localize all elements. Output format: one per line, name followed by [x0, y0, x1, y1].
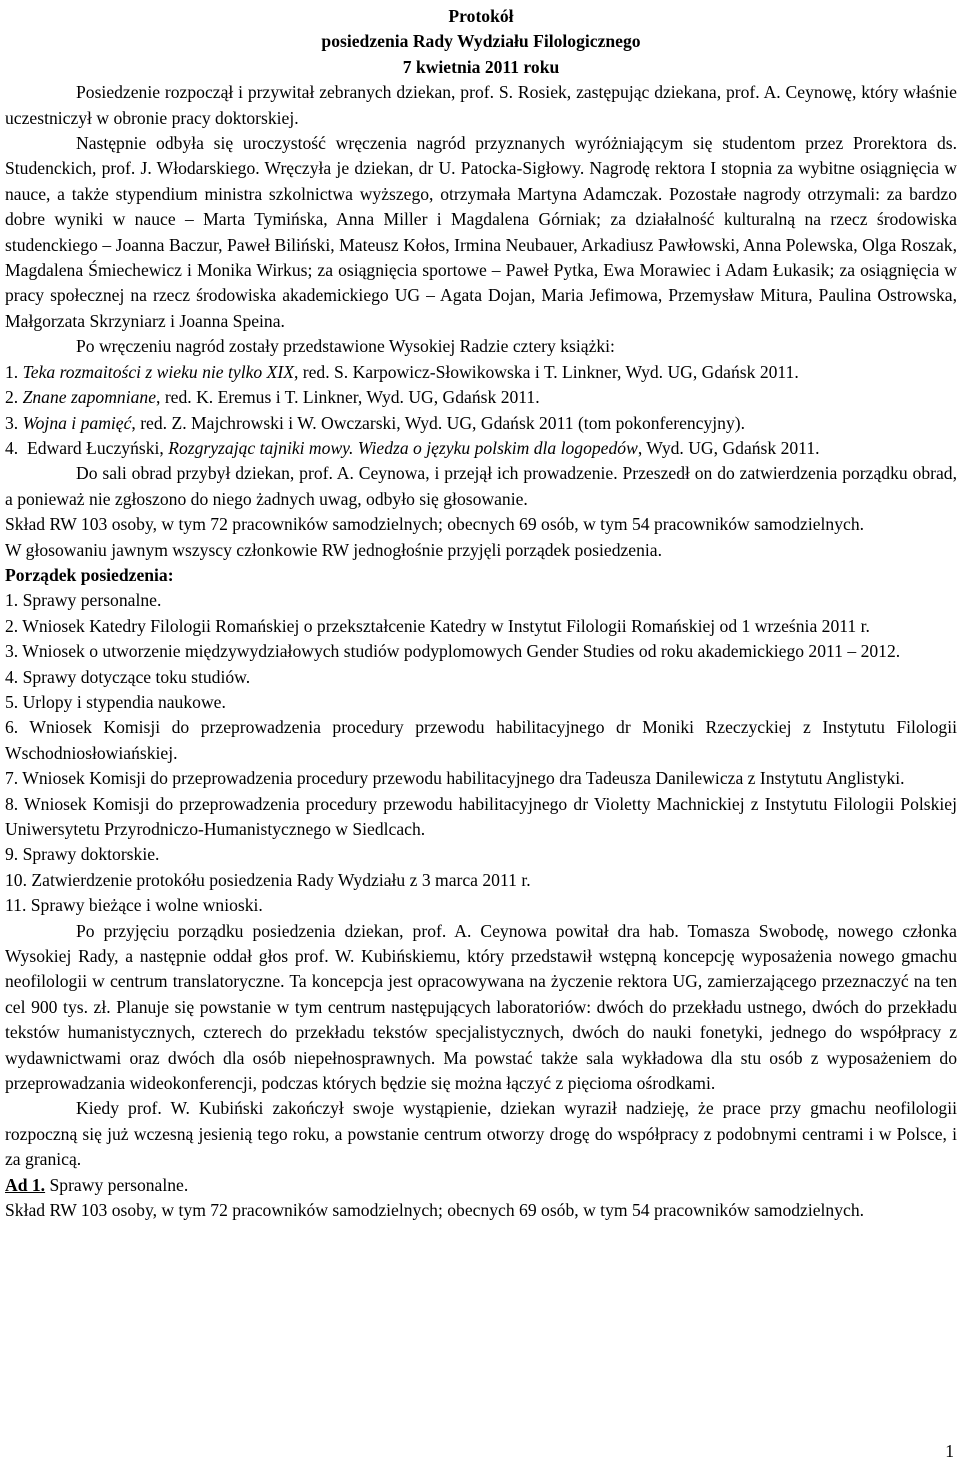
book-item: 3. Wojna i pamięć, red. Z. Majchrowski i W. Owczarski, Wyd. UG, Gdańsk 2011 (tom pokonferencyjny). — [5, 412, 746, 433]
agenda-item: 5. Urlopy i stypendia naukowe. — [5, 691, 226, 712]
agenda-item: 11. Sprawy bieżące i wolne wnioski. — [5, 895, 263, 916]
agenda-item: 2. Wniosek Katedry Filologii Romańskiej o przekształcenie Katedry w Instytut Filologii Romańskiej od 1 września 2011 r. — [5, 615, 870, 636]
page-number: 1 — [945, 1441, 954, 1461]
agenda-item: 9. Sprawy doktorskie. — [5, 844, 160, 865]
intro-paragraph-1: Posiedzenie rozpoczął i przywitał zebranych dziekan, prof. S. Rosiek, zastępując dziekana, prof. A. Ceynowę, który właśnie uczestniczył w obronie pracy doktorskiej. — [5, 82, 957, 128]
book-item: 4. Edward Łuczyński, Rozgryzając tajniki mowy. Wiedza o języku polskim dla logopedów, Wyd. UG, Gdańsk 2011. — [5, 437, 820, 458]
doc-date: 7 kwietnia 2011 roku — [402, 56, 560, 77]
book-title: Rozgryzając tajniki mowy. Wiedza o języku polskim dla logopedów — [168, 437, 638, 458]
book-title: Teka rozmaitości z wieku nie tylko XIX — [22, 361, 294, 382]
after-paragraph-2: Kiedy prof. W. Kubiński zakończył swoje wystąpienie, dziekan wyraził nadzieję, że prace przy gmachu neofilologii rozpoczną się już wczesną jesienią tego roku, a powstanie centrum otworzy drogę do współpracy z podobnymi centrami i w Polsce, i za granicą. — [5, 1098, 957, 1170]
session-paragraph-2: Skład RW 103 osoby, w tym 72 pracowników samodzielnych; obecnych 69 osób, w tym 54 pracowników samodzielnych. — [5, 514, 865, 535]
agenda-item: 3. Wniosek o utworzenie międzywydziałowych studiów podyplomowych Gender Studies od roku akademickiego 2011 – 2012. — [5, 641, 901, 662]
session-paragraph-1: Do sali obrad przybył dziekan, prof. A. Ceynowa, i przejął ich prowadzenie. Przeszedł on do zatwierdzenia porządku obrad, a ponieważ nie zgłoszono do niego żadnych uwag, odbyło się głosowanie. — [5, 463, 957, 509]
intro-paragraph-3: Po wręczeniu nagród zostały przedstawione Wysokiej Radzie cztery książki: — [76, 336, 615, 357]
book-item: 1. Teka rozmaitości z wieku nie tylko XIX, red. S. Karpowicz-Słowikowska i T. Linkner, Wyd. UG, Gdańsk 2011. — [5, 361, 799, 382]
book-title: Wojna i pamięć — [22, 412, 132, 433]
book-title: Znane zapomniane — [22, 387, 157, 408]
session-paragraph-3: W głosowaniu jawnym wszyscy członkowie RW jednogłośnie przyjęli porządek posiedzenia. — [5, 539, 662, 560]
agenda-heading: Porządek posiedzenia: — [5, 564, 174, 585]
agenda-item: 4. Sprawy dotyczące toku studiów. — [5, 666, 251, 687]
doc-title: Protokół — [448, 6, 514, 26]
agenda-item: 1. Sprawy personalne. — [5, 590, 162, 611]
intro-paragraph-2: Następnie odbyła się uroczystość wręczenia nagród przyznanych wyróżniającym się studentom przez Prorektora ds. Studenckich, prof. J. Włodarskiego. Wręczyła je dziekan, dr U. Patocka-Sigłowy. Nagrodę rektora I stopnia za wybitne osiągnięcia w nauce, a także stypendium ministra szkolnictwa wyższego, otrzymała Martyna Adamczak. Pozostałe nagrody otrzymali: za bardzo dobre wyniki w nauce – Marta Tymińska, Anna Miller i Magdalena Górniak; za działalność kulturalną na rzecz środowiska studenckiego – Joanna Baczur, Paweł Biliński, Mateusz Kołos, Irmina Neubauer, Arkadiusz Pawłowski, Anna Polewska, Olga Roszak, Magdalena Śmiechewicz i Monika Wirkus; za osiągnięcia sportowe – Paweł Pytka, Ewa Morawiec i Adam Łukasik; za osiągnięcia w pracy społecznej na rzecz środowiska akademickiego UG – Agata Dojan, Maria Jefimowa, Przemysław Mitura, Paulina Ostrowska, Małgorzata Skrzyniarz i Joanna Speina. — [5, 133, 957, 331]
ad1-title: Sprawy personalne. — [45, 1174, 189, 1195]
ad1-label: Ad 1. — [5, 1174, 46, 1195]
after-paragraph-1: Po przyjęciu porządku posiedzenia dziekan, prof. A. Ceynowa powitał dra hab. Tomasza Swobodę, nowego członka Wysokiej Rady, a następnie oddał głos prof. W. Kubińskiemu, który przedstawił wstępną koncepcję wyposażenia nowego gmachu neofilologii w centrum translatoryczne. Ta koncepcja jest opracowywana na życzenie rektora UG, zamierzającego przeznaczyć na ten cel 900 tys. zł. Planuje się powstanie w tym centrum następujących laboratoriów: dwóch do przekładu ustnego, dwóch do przekładu tekstów humanistycznych, czterech do przekładu tekstów specjalistycznych, dwóch do nauki fonetyki, jednego do współpracy z wydawnictwami oraz dwóch dla osób niepełnosprawnych. Ma powstać także sala wykładowa dla stu osób z wyposażeniem do przeprowadzania wideokonferencji, podczas których będzie się można łączyć z pięcioma ośrodkami. — [5, 920, 957, 1094]
agenda-item: 10. Zatwierdzenie protokółu posiedzenia Rady Wydziału z 3 marca 2011 r. — [5, 869, 531, 890]
agenda-item: 7. Wniosek Komisji do przeprowadzenia procedury przewodu habilitacyjnego dra Tadeusza Danilewicza z Instytutu Anglistyki. — [5, 768, 905, 789]
ad1-heading — [5, 1173, 957, 1198]
agenda-item: 6. Wniosek Komisji do przeprowadzenia procedury przewodu habilitacyjnego dr Moniki Rzeczyckiej z Instytutu Filologii Wschodniosłowiańskiej. — [5, 717, 957, 763]
agenda-item: 8. Wniosek Komisji do przeprowadzenia procedury przewodu habilitacyjnego dr Violetty Machnickiej z Instytutu Filologii Polskiej Uniwersytetu Przyrodniczo-Humanistycznego w Siedlcach. — [5, 793, 957, 839]
doc-subtitle: posiedzenia Rady Wydziału Filologicznego — [321, 31, 641, 52]
book-item: 2. Znane zapomniane, red. K. Eremus i T. Linkner, Wyd. UG, Gdańsk 2011. — [5, 387, 540, 408]
ad1-paragraph: Skład RW 103 osoby, w tym 72 pracowników samodzielnych; obecnych 69 osób, w tym 54 pracowników samodzielnych. — [5, 1200, 865, 1221]
